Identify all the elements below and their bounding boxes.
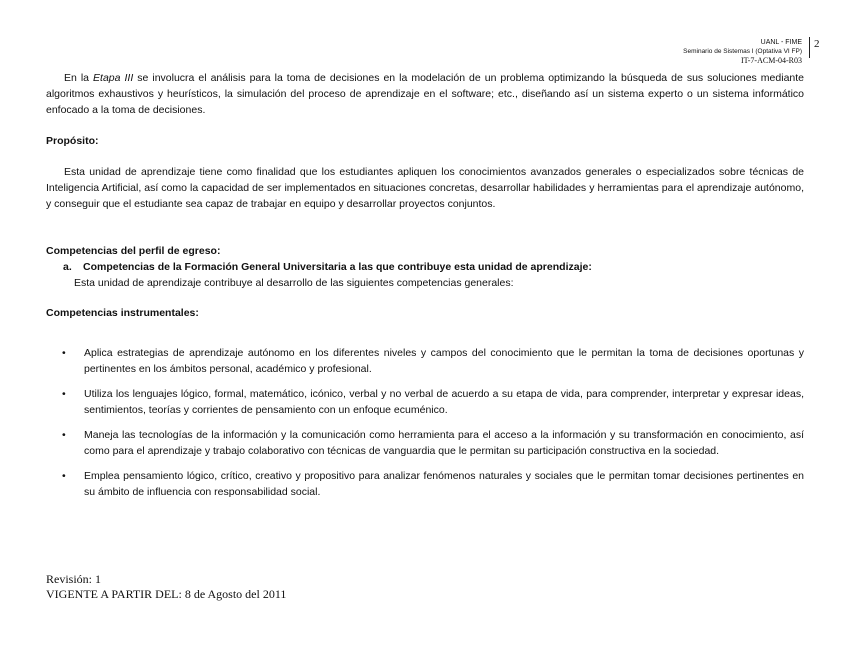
instrumentales-list <box>46 345 804 500</box>
bullet-icon: • <box>62 470 66 482</box>
revision-text: Revisión: 1 <box>46 572 102 586</box>
list-item <box>46 386 804 418</box>
intro-paragraph <box>46 70 804 118</box>
page-number: 2 <box>814 38 820 50</box>
intro-post: se involucra el análisis para la toma de decisiones en la modelación de un problema optimizando la búsqueda de sus soluciones mediante algoritmos exhaustivos y heurísticos, la simulación del proceso de aprendizaje en el software; etc., diseñando así un sistema experto o un sistema informático enfocado a la toma de decisiones. <box>46 72 805 116</box>
bullet-icon: • <box>62 347 66 359</box>
subheading-text: Competencias de la Formación General Universitaria a las que contribuye esta unidad de aprendizaje: <box>83 261 592 273</box>
bullet-icon: • <box>62 388 66 400</box>
list-item <box>46 468 804 500</box>
list-item-text: Emplea pensamiento lógico, crítico, creativo y propositivo para analizar fenómenos naturales y sociales que le permitan tomar decisiones pertinentes en su ámbito de influencia con responsabilidad social. <box>84 470 804 498</box>
bullet-icon: • <box>62 429 66 441</box>
header-divider <box>809 37 810 58</box>
proposito-paragraph: Esta unidad de aprendizaje tiene como finalidad que los estudiantes apliquen los conocimientos avanzados generales o especializados sobre técnicas de Inteligencia Artificial, así como la capacidad de ser implementados en situaciones concretas, desarrollar habilidades y herramientas para el aprendizaje autónomo, y conseguir que el estudiante sea capaz de trabajar en equipo y desarrollar proyectos conjuntos. <box>46 166 804 210</box>
competencias-heading: Competencias del perfil de egreso: <box>46 245 221 257</box>
intro-pre: En la <box>64 72 94 84</box>
vigente-text: VIGENTE A PARTIR DEL: 8 de Agosto del 2011 <box>46 587 287 601</box>
intro-stage: Etapa III <box>93 72 134 84</box>
header-code: IT-7-ACM-04-R03 <box>740 56 802 65</box>
competencias-subheading <box>63 259 592 275</box>
header-institution: UANL - FIME <box>760 39 802 46</box>
instrumentales-heading: Competencias instrumentales: <box>46 307 199 319</box>
list-item-text: Utiliza los lenguajes lógico, formal, matemático, icónico, verbal y no verbal de acuerdo a su etapa de vida, para comprender, interpretar y expresar ideas, sentimientos, teorías y corrientes de pensamiento con un enfoque ecuménico. <box>84 388 804 416</box>
proposito-heading: Propósito: <box>46 135 99 147</box>
list-item-text: Aplica estrategias de aprendizaje autónomo en los diferentes niveles y campos del conocimiento que le permitan la toma de decisiones oportunas y pertinentes en los ámbitos personal, académico y profesional. <box>84 347 804 375</box>
list-item <box>46 427 804 459</box>
competencias-intro-text: Esta unidad de aprendizaje contribuye al desarrollo de las siguientes competencias generales: <box>74 277 514 289</box>
page-header <box>683 38 802 65</box>
subheading-label: a. <box>63 261 72 273</box>
page-footer <box>46 572 286 602</box>
list-item-text: Maneja las tecnologías de la información y la comunicación como herramienta para el acceso a la información y su transformación en conocimiento, así como para el aprendizaje y trabajo colaborativo con técnicas de vanguardia que le permitan su participación constructiva en la sociedad. <box>84 429 804 457</box>
list-item <box>46 345 804 377</box>
header-course: Seminario de Sistemas I (Optativa VI FP) <box>683 48 802 55</box>
